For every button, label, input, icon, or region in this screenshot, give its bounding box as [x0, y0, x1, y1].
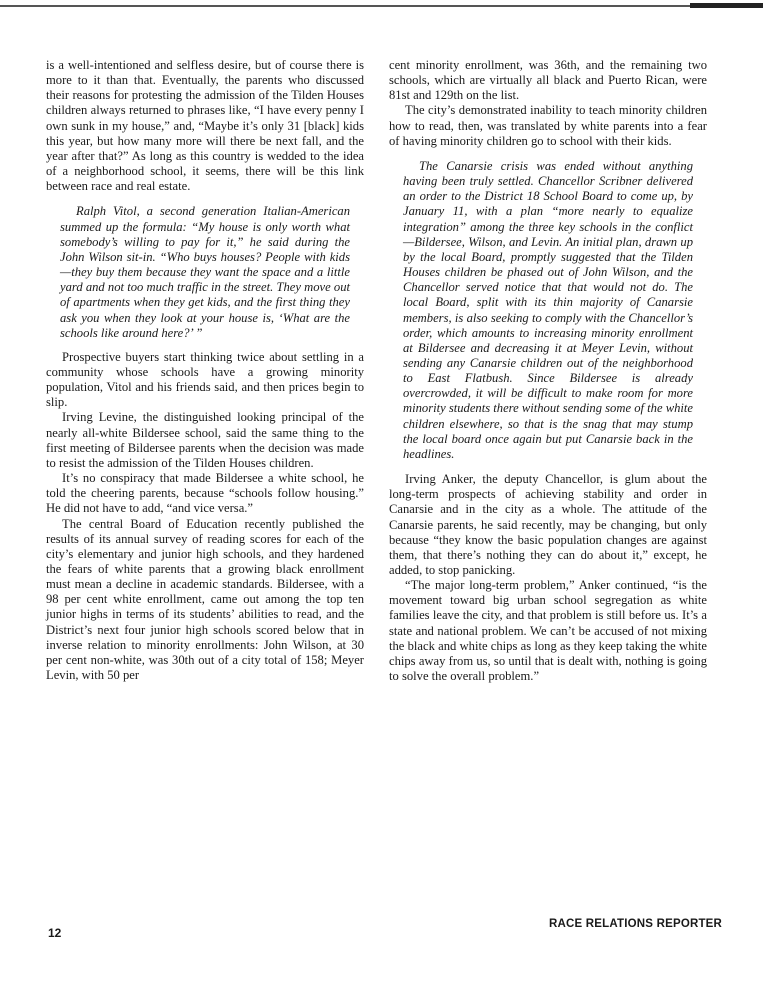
- paragraph: Irving Levine, the distinguished looking principal of the nearly all-white Bildersee school, said the same thing to the first meeting of Bildersee parents when the decision was made to resist the admission of the Tilden Houses children.: [46, 410, 364, 470]
- publication-name: RACE RELATIONS REPORTER: [549, 918, 723, 930]
- top-rule-accent: [690, 3, 763, 8]
- paragraph: The city’s demonstrated inability to teach minority children how to read, then, was translated by white parents into a fear of having minority children go to school with their kids.: [389, 103, 707, 148]
- paragraph: “The major long-term problem,” Anker continued, “is the movement toward big urban school segregation as white families leave the city, and that problem is still before us. It’s a state and national problem. We can’t be accused of not mixing the black and white chips as long as they keep taking the white chips away from us, so until that is dealt with, nothing is going to solve the overall problem.”: [389, 578, 707, 684]
- paragraph: is a well-intentioned and selfless desire, but of course there is more to it than that. Eventually, the parents who discussed their reasons for protesting the admission of the Tilden Houses children always returned to phrases like, “I have every penny I own sunk in my house,” and, “Maybe it’s only 31 [black] kids this year, but how many more will there be next fall, and the year after that?” As long as this country is wedded to the idea of a neighborhood school, it seems, there will be this link between race and real estate.: [46, 58, 364, 194]
- paragraph: cent minority enrollment, was 36th, and the remaining two schools, which are virtually all black and Puerto Rican, were 81st and 129th on the list.: [389, 58, 707, 103]
- left-column: [46, 58, 364, 683]
- paragraph: The central Board of Education recently published the results of its annual survey of reading scores for each of the city’s elementary and junior high schools, and they hardened the fears of white parents that a growing black enrollment must mean a decline in academic standards. Bildersee, with a 98 per cent white enrollment, came out among the top ten junior highs in terms of its students’ abilities to read, and the District’s next four junior high schools scored below that in inverse relation to minority enrollments: John Wilson, at 30 per cent non-white, was 30th out of a city total of 158; Meyer Levin, with 50 per: [46, 516, 364, 683]
- quoted-paragraph: The Canarsie crisis was ended without anything having been truly settled. Chancellor Scribner delivered an order to the District 18 School Board to come up, by January 11, with a plan “more nearly to equalize integration” among the three key schools in the conflict—Bildersee, Wilson, and Levin. An initial plan, drawn up by the local Board, promptly suggested that the Tilden Houses children be phased out of John Wilson, and the Chancellor served notice that that would not do. The local Board, split with its thin majority of Canarsie members, is also seeking to comply with the Chancellor’s order, which amounts to increasing minority enrollment at Bildersee and decreasing it at Meyer Levin, without sending any Canarsie children out of the neighborhood to East Flatbush. Since Bildersee is already overcrowded, it will be difficult to make room for more minority students there without sending some of the white children elsewhere, so that is the snag that may stump the local board once again but put Canarsie back in the headlines.: [403, 158, 693, 461]
- paragraph: Irving Anker, the deputy Chancellor, is glum about the long-term prospects of achieving stability and order in Canarsie and in the city as a whole. The attitude of the Canarsie parents, he said recently, may be changing, but only because “they know the basic population changes are against them, that there’s nothing they can do about it,” except, he added, to stop panicking.: [389, 472, 707, 577]
- quoted-paragraph: Ralph Vitol, a second generation Italian-American summed up the formula: “My house is only worth what somebody’s willing to pay for it,” he said during the John Wilson sit-in. “Who buys houses? People with kids—they buy them because they want the space and a little yard and not too much traffic in the street. They move out of apartments when they get kids, and the first thing they ask you when they look at your house is, ‘What are the schools like around here?’ ”: [60, 204, 350, 340]
- top-rule: [0, 5, 763, 7]
- paragraph: Prospective buyers start thinking twice about settling in a community whose schools have a growing minority population, Vitol and his friends said, and then prices begin to slip.: [46, 349, 364, 410]
- page-number: 12: [48, 926, 62, 940]
- paragraph: It’s no conspiracy that made Bildersee a white school, he told the cheering parents, because “schools follow housing.” He did not have to add, “and vice versa.”: [46, 471, 364, 516]
- right-column: [389, 58, 707, 684]
